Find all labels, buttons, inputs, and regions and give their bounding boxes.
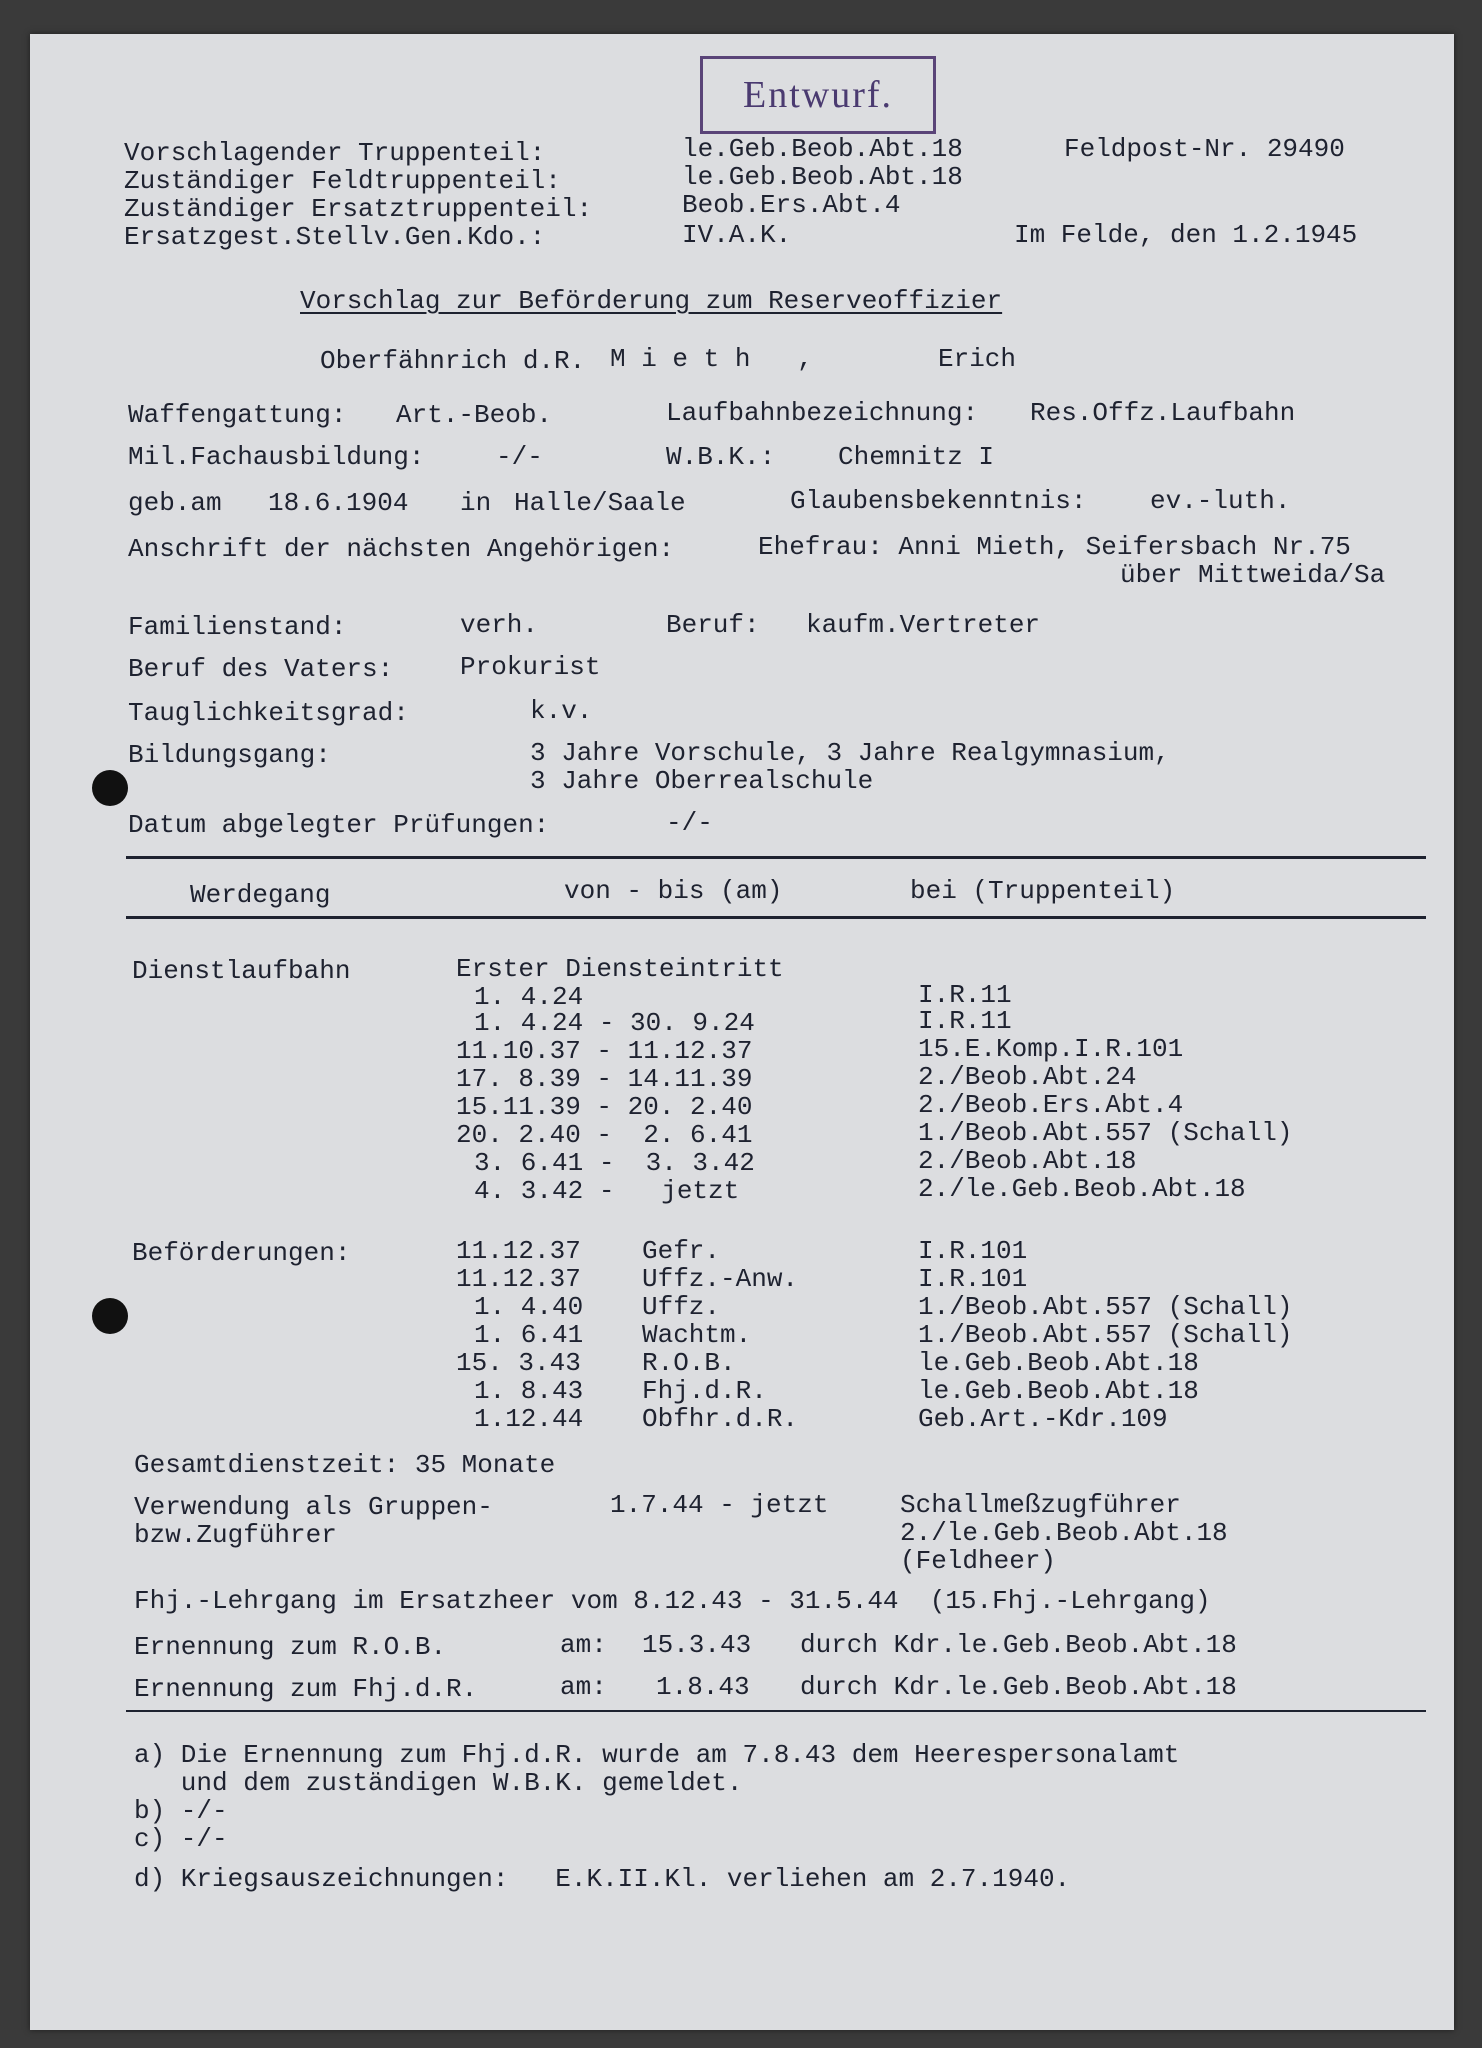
document-title: Vorschlag zur Beförderung zum Reserveoffizier [300, 286, 1003, 316]
header-label-1: Vorschlagender Truppenteil: [124, 138, 546, 168]
dienst-row-date: 20. 2.40 - 2. 6.41 [456, 1120, 753, 1150]
value-wbk: Chemnitz I [838, 442, 995, 472]
value-tauglichkeit: k.v. [530, 696, 593, 726]
value-geburtsort: Halle/Saale [514, 488, 686, 518]
header-label-2: Zuständiger Feldtruppenteil: [124, 166, 561, 196]
value-pruefungen: -/- [666, 808, 713, 838]
value-bildungsgang-line1: 3 Jahre Vorschule, 3 Jahre Realgymnasium, [530, 738, 1170, 768]
befoerderung-unit: Geb.Art.-Kdr.109 [918, 1404, 1168, 1434]
label-waffengattung: Waffengattung: [128, 400, 347, 430]
ernennung-rob-label: Ernennung zum R.O.B. [134, 1632, 447, 1662]
dienst-row-date: 15.11.39 - 20. 2.40 [456, 1092, 753, 1122]
verwendung-date: 1.7.44 - jetzt [610, 1490, 829, 1520]
dienst-row-unit: 2./Beob.Abt.18 [918, 1146, 1137, 1176]
dienst-row-unit: I.R.11 [918, 980, 1012, 1010]
befoerderung-date: 1. 6.41 [474, 1320, 584, 1350]
note-c: c) -/- [134, 1824, 228, 1854]
verwendung-unit-line2: 2./le.Geb.Beob.Abt.18 [900, 1518, 1228, 1548]
befoerderung-date: 1. 8.43 [474, 1376, 584, 1406]
col-header-truppenteil: bei (Truppenteil) [910, 876, 1176, 906]
dienst-row-unit: 2./le.Geb.Beob.Abt.18 [918, 1174, 1246, 1204]
befoerderung-unit: 1./Beob.Abt.557 (Schall) [918, 1292, 1293, 1322]
label-wbk: W.B.K.: [666, 442, 776, 472]
col-header-von-bis: von - bis (am) [564, 876, 783, 906]
section-befoerderungen: Beförderungen: [132, 1238, 351, 1268]
label-laufbahn: Laufbahnbezeichnung: [666, 398, 979, 428]
table-header-rule [126, 916, 1426, 919]
note-a-line1: a) Die Ernennung zum Fhj.d.R. wurde am 7.8.43 dem Heerespersonalamt [134, 1740, 1180, 1770]
befoerderung-rank: Uffz. [642, 1292, 721, 1322]
table-top-rule [126, 856, 1426, 859]
header-label-4: Ersatzgest.Stellv.Gen.Kdo.: [124, 222, 546, 252]
befoerderung-rank: Gefr. [642, 1236, 721, 1266]
befoerderung-rank: Fhj.d.R. [642, 1376, 767, 1406]
header-value-2: le.Geb.Beob.Abt.18 [682, 162, 963, 192]
dienst-row-unit: 1./Beob.Abt.557 (Schall) [918, 1118, 1293, 1148]
ernennung-fhj-label: Ernennung zum Fhj.d.R. [134, 1674, 478, 1704]
label-bildungsgang: Bildungsgang: [128, 740, 331, 770]
dienst-row-unit: 15.E.Komp.I.R.101 [918, 1034, 1184, 1064]
verwendung-label-line1: Verwendung als Gruppen- [134, 1492, 493, 1522]
table-bottom-rule [126, 1710, 1426, 1712]
verwendung-unit-line1: Schallmeßzugführer [900, 1490, 1181, 1520]
lehrgang: Fhj.-Lehrgang im Ersatzheer vom 8.12.43 - 31.5.44 (15.Fhj.-Lehrgang) [134, 1586, 1211, 1616]
ernennung-rob-date: 15.3.43 [642, 1630, 752, 1660]
verwendung-label-line2: bzw.Zugführer [134, 1520, 337, 1550]
punch-hole [92, 770, 128, 806]
befoerderung-date: 11.12.37 [456, 1264, 581, 1294]
befoerderung-unit: le.Geb.Beob.Abt.18 [918, 1376, 1199, 1406]
note-d: d) Kriegsauszeichnungen: E.K.II.Kl. verliehen am 2.7.1940. [134, 1864, 1071, 1894]
value-waffengattung: Art.-Beob. [396, 400, 553, 430]
value-beruf-vater: Prokurist [460, 652, 601, 682]
entwurf-stamp: Entwurf. [700, 56, 936, 134]
person-rank: Oberfähnrich d.R. [320, 346, 586, 376]
document-page [30, 34, 1454, 2030]
value-fachausbildung: -/- [496, 442, 543, 472]
person-firstname: Erich [938, 344, 1017, 374]
dienst-row-date: 17. 8.39 - 14.11.39 [456, 1064, 753, 1094]
value-anschrift-line1: Ehefrau: Anni Mieth, Seifersbach Nr.75 [758, 532, 1351, 562]
value-anschrift-line2: über Mittweida/Sa [1120, 560, 1386, 590]
befoerderung-rank: Uffz.-Anw. [642, 1264, 799, 1294]
value-bildungsgang-line2: 3 Jahre Oberrealschule [530, 766, 874, 796]
person-surname: M i e t h , [610, 344, 813, 374]
header-label-3: Zuständiger Ersatztruppenteil: [124, 194, 593, 224]
dienst-row-unit: 2./Beob.Ers.Abt.4 [918, 1090, 1184, 1120]
value-familienstand: verh. [460, 610, 539, 640]
befoerderung-rank: R.O.B. [642, 1348, 736, 1378]
label-familienstand: Familienstand: [128, 612, 347, 642]
label-geburt: geb.am [128, 488, 222, 518]
befoerderung-date: 11.12.37 [456, 1236, 581, 1266]
feldpost-number: Feldpost-Nr. 29490 [1064, 134, 1345, 164]
note-b: b) -/- [134, 1796, 228, 1826]
dienst-row-date: 1. 4.24 - 30. 9.24 [474, 1008, 755, 1038]
befoerderung-unit: le.Geb.Beob.Abt.18 [918, 1348, 1199, 1378]
header-value-1: le.Geb.Beob.Abt.18 [682, 134, 963, 164]
befoerderung-date: 1.12.44 [474, 1404, 584, 1434]
dienst-row-unit: 2./Beob.Abt.24 [918, 1062, 1137, 1092]
verwendung-unit-line3: (Feldheer) [900, 1546, 1057, 1576]
ernennung-fhj-am: am: [560, 1672, 607, 1702]
dienst-row-unit: I.R.11 [918, 1006, 1012, 1036]
header-value-3: Beob.Ers.Abt.4 [682, 190, 901, 220]
place-date: Im Felde, den 1.2.1945 [1014, 220, 1358, 250]
befoerderung-date: 15. 3.43 [456, 1348, 581, 1378]
punch-hole [92, 1298, 128, 1334]
note-a-line2: und dem zuständigen W.B.K. gemeldet. [134, 1768, 743, 1798]
dienst-row-date: 4. 3.42 - jetzt [474, 1176, 740, 1206]
value-laufbahn: Res.Offz.Laufbahn [1030, 398, 1296, 428]
value-beruf: kaufm.Vertreter [806, 610, 1041, 640]
befoerderung-rank: Wachtm. [642, 1320, 752, 1350]
label-anschrift: Anschrift der nächsten Angehörigen: [128, 534, 675, 564]
label-pruefungen: Datum abgelegter Prüfungen: [128, 810, 550, 840]
header-value-4: IV.A.K. [682, 220, 792, 250]
dienst-row-date: 11.10.37 - 11.12.37 [456, 1036, 753, 1066]
label-erster-diensteintritt: Erster Diensteintritt [456, 954, 784, 984]
label-beruf: Beruf: [666, 610, 760, 640]
label-tauglichkeit: Tauglichkeitsgrad: [128, 698, 409, 728]
befoerderung-unit: I.R.101 [918, 1264, 1028, 1294]
befoerderung-rank: Obfhr.d.R. [642, 1404, 799, 1434]
value-geburtsdatum: 18.6.1904 [268, 488, 409, 518]
ernennung-fhj-date: 1.8.43 [656, 1672, 750, 1702]
ernennung-fhj-by: durch Kdr.le.Geb.Beob.Abt.18 [800, 1672, 1237, 1702]
dienst-row-date: 3. 6.41 - 3. 3.42 [474, 1148, 755, 1178]
befoerderung-unit: 1./Beob.Abt.557 (Schall) [918, 1320, 1293, 1350]
befoerderung-unit: I.R.101 [918, 1236, 1028, 1266]
value-glaube: ev.-luth. [1150, 486, 1291, 516]
label-beruf-vater: Beruf des Vaters: [128, 654, 394, 684]
ernennung-rob-am: am: [560, 1630, 607, 1660]
befoerderung-date: 1. 4.40 [474, 1292, 584, 1322]
label-glaube: Glaubensbekenntnis: [790, 486, 1087, 516]
section-dienstlaufbahn: Dienstlaufbahn [132, 956, 351, 986]
ernennung-rob-by: durch Kdr.le.Geb.Beob.Abt.18 [800, 1630, 1237, 1660]
dienst-row-date: 1. 4.24 [474, 982, 584, 1012]
label-fachausbildung: Mil.Fachausbildung: [128, 442, 425, 472]
gesamtdienstzeit: Gesamtdienstzeit: 35 Monate [134, 1450, 556, 1480]
label-in: in [460, 488, 492, 518]
col-header-werdegang: Werdegang [190, 880, 331, 910]
